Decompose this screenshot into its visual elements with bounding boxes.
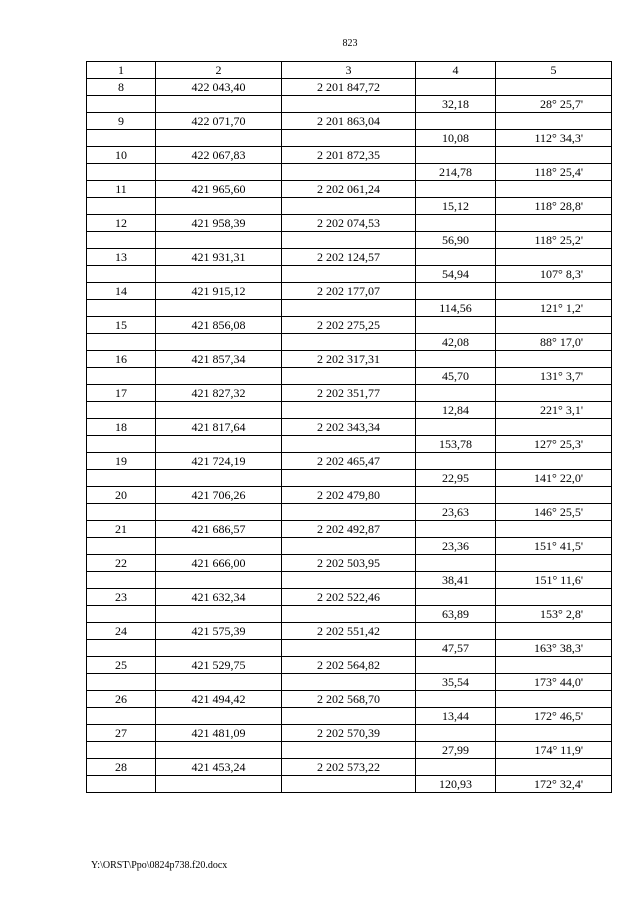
empty-cell [156, 742, 282, 759]
segment-row [87, 368, 612, 385]
segment-row [87, 742, 612, 759]
empty-cell [496, 283, 612, 300]
segment-row [87, 606, 612, 623]
empty-cell [496, 657, 612, 674]
empty-cell [496, 555, 612, 572]
angle-cell: 88° 17,0' [496, 334, 612, 351]
y-coordinate-cell: 2 202 492,87 [282, 521, 416, 538]
y-coordinate-cell: 2 202 573,22 [282, 759, 416, 776]
empty-cell [156, 96, 282, 113]
empty-cell [416, 555, 496, 572]
distance-cell: 22,95 [416, 470, 496, 487]
empty-cell [416, 623, 496, 640]
angle-cell: 118° 25,2' [496, 232, 612, 249]
point-row [87, 759, 612, 776]
empty-cell [156, 164, 282, 181]
point-number-cell: 11 [87, 181, 156, 198]
empty-cell [156, 538, 282, 555]
point-row [87, 113, 612, 130]
distance-cell: 42,08 [416, 334, 496, 351]
empty-cell [282, 368, 416, 385]
point-row [87, 317, 612, 334]
angle-cell: 112° 34,3' [496, 130, 612, 147]
empty-cell [416, 759, 496, 776]
y-coordinate-cell: 2 201 872,35 [282, 147, 416, 164]
angle-cell: 163° 38,3' [496, 640, 612, 657]
y-coordinate-cell: 2 202 124,57 [282, 249, 416, 266]
empty-cell [156, 232, 282, 249]
empty-cell [87, 538, 156, 555]
empty-cell [496, 249, 612, 266]
empty-cell [282, 708, 416, 725]
empty-cell [87, 436, 156, 453]
empty-cell [156, 402, 282, 419]
x-coordinate-cell: 421 666,00 [156, 555, 282, 572]
angle-cell: 173° 44,0' [496, 674, 612, 691]
point-row [87, 283, 612, 300]
point-number-cell: 14 [87, 283, 156, 300]
empty-cell [496, 147, 612, 164]
distance-cell: 23,36 [416, 538, 496, 555]
x-coordinate-cell: 421 494,42 [156, 691, 282, 708]
empty-cell [282, 232, 416, 249]
empty-cell [282, 538, 416, 555]
empty-cell [282, 300, 416, 317]
empty-cell [496, 487, 612, 504]
segment-row [87, 130, 612, 147]
point-row [87, 589, 612, 606]
empty-cell [282, 606, 416, 623]
empty-cell [282, 674, 416, 691]
header-col-2: 2 [156, 62, 282, 79]
empty-cell [156, 436, 282, 453]
angle-cell: 118° 28,8' [496, 198, 612, 215]
empty-cell [156, 606, 282, 623]
empty-cell [496, 113, 612, 130]
distance-cell: 23,63 [416, 504, 496, 521]
distance-cell: 54,94 [416, 266, 496, 283]
segment-row [87, 776, 612, 793]
y-coordinate-cell: 2 202 479,80 [282, 487, 416, 504]
empty-cell [87, 776, 156, 793]
distance-cell: 114,56 [416, 300, 496, 317]
header-col-3: 3 [282, 62, 416, 79]
header-col-1: 1 [87, 62, 156, 79]
empty-cell [87, 606, 156, 623]
y-coordinate-cell: 2 202 317,31 [282, 351, 416, 368]
x-coordinate-cell: 421 958,39 [156, 215, 282, 232]
empty-cell [87, 674, 156, 691]
empty-cell [416, 657, 496, 674]
empty-cell [282, 130, 416, 147]
y-coordinate-cell: 2 202 177,07 [282, 283, 416, 300]
y-coordinate-cell: 2 202 551,42 [282, 623, 416, 640]
distance-cell: 12,84 [416, 402, 496, 419]
segment-row [87, 96, 612, 113]
x-coordinate-cell: 421 827,32 [156, 385, 282, 402]
point-row [87, 147, 612, 164]
angle-cell: 174° 11,9' [496, 742, 612, 759]
angle-cell: 28° 25,7' [496, 96, 612, 113]
x-coordinate-cell: 422 071,70 [156, 113, 282, 130]
point-number-cell: 26 [87, 691, 156, 708]
point-row [87, 453, 612, 470]
empty-cell [156, 300, 282, 317]
empty-cell [87, 640, 156, 657]
empty-cell [416, 725, 496, 742]
empty-cell [416, 181, 496, 198]
segment-row [87, 504, 612, 521]
empty-cell [282, 164, 416, 181]
distance-cell: 45,70 [416, 368, 496, 385]
empty-cell [416, 113, 496, 130]
empty-cell [156, 266, 282, 283]
point-number-cell: 21 [87, 521, 156, 538]
distance-cell: 38,41 [416, 572, 496, 589]
header-col-5: 5 [496, 62, 612, 79]
table-body [87, 79, 612, 793]
empty-cell [496, 181, 612, 198]
angle-cell: 127° 25,3' [496, 436, 612, 453]
distance-cell: 153,78 [416, 436, 496, 453]
empty-cell [87, 130, 156, 147]
empty-cell [87, 504, 156, 521]
point-number-cell: 25 [87, 657, 156, 674]
x-coordinate-cell: 421 965,60 [156, 181, 282, 198]
empty-cell [282, 572, 416, 589]
empty-cell [87, 742, 156, 759]
angle-cell: 153° 2,8' [496, 606, 612, 623]
point-row [87, 691, 612, 708]
empty-cell [87, 470, 156, 487]
empty-cell [496, 79, 612, 96]
segment-row [87, 300, 612, 317]
empty-cell [282, 266, 416, 283]
empty-cell [282, 436, 416, 453]
y-coordinate-cell: 2 202 061,24 [282, 181, 416, 198]
y-coordinate-cell: 2 202 343,34 [282, 419, 416, 436]
empty-cell [496, 419, 612, 436]
y-coordinate-cell: 2 202 570,39 [282, 725, 416, 742]
empty-cell [87, 402, 156, 419]
point-number-cell: 9 [87, 113, 156, 130]
empty-cell [496, 759, 612, 776]
empty-cell [87, 164, 156, 181]
x-coordinate-cell: 421 453,24 [156, 759, 282, 776]
point-number-cell: 10 [87, 147, 156, 164]
point-number-cell: 12 [87, 215, 156, 232]
point-number-cell: 23 [87, 589, 156, 606]
empty-cell [496, 691, 612, 708]
empty-cell [87, 266, 156, 283]
empty-cell [156, 674, 282, 691]
file-path-footer: Y:\ORST\Ppo\0824p738.f20.docx [91, 860, 228, 871]
y-coordinate-cell: 2 202 564,82 [282, 657, 416, 674]
distance-cell: 214,78 [416, 164, 496, 181]
empty-cell [282, 504, 416, 521]
x-coordinate-cell: 422 043,40 [156, 79, 282, 96]
x-coordinate-cell: 421 817,64 [156, 419, 282, 436]
point-number-cell: 17 [87, 385, 156, 402]
point-number-cell: 19 [87, 453, 156, 470]
empty-cell [87, 300, 156, 317]
angle-cell: 146° 25,5' [496, 504, 612, 521]
distance-cell: 10,08 [416, 130, 496, 147]
empty-cell [156, 640, 282, 657]
y-coordinate-cell: 2 201 863,04 [282, 113, 416, 130]
point-number-cell: 20 [87, 487, 156, 504]
x-coordinate-cell: 421 529,75 [156, 657, 282, 674]
empty-cell [416, 589, 496, 606]
angle-cell: 141° 22,0' [496, 470, 612, 487]
empty-cell [156, 198, 282, 215]
x-coordinate-cell: 421 575,39 [156, 623, 282, 640]
empty-cell [416, 249, 496, 266]
empty-cell [496, 317, 612, 334]
empty-cell [87, 708, 156, 725]
empty-cell [282, 402, 416, 419]
distance-cell: 63,89 [416, 606, 496, 623]
x-coordinate-cell: 421 857,34 [156, 351, 282, 368]
x-coordinate-cell: 421 481,09 [156, 725, 282, 742]
point-number-cell: 8 [87, 79, 156, 96]
distance-cell: 27,99 [416, 742, 496, 759]
x-coordinate-cell: 421 856,08 [156, 317, 282, 334]
empty-cell [87, 334, 156, 351]
point-number-cell: 22 [87, 555, 156, 572]
empty-cell [282, 96, 416, 113]
empty-cell [87, 572, 156, 589]
point-row [87, 521, 612, 538]
empty-cell [156, 334, 282, 351]
point-number-cell: 13 [87, 249, 156, 266]
empty-cell [87, 368, 156, 385]
point-number-cell: 16 [87, 351, 156, 368]
y-coordinate-cell: 2 202 351,77 [282, 385, 416, 402]
coordinates-table [86, 61, 612, 793]
x-coordinate-cell: 421 915,12 [156, 283, 282, 300]
empty-cell [156, 504, 282, 521]
empty-cell [282, 470, 416, 487]
empty-cell [416, 351, 496, 368]
empty-cell [496, 589, 612, 606]
distance-cell: 47,57 [416, 640, 496, 657]
point-number-cell: 24 [87, 623, 156, 640]
distance-cell: 13,44 [416, 708, 496, 725]
empty-cell [416, 147, 496, 164]
segment-row [87, 164, 612, 181]
y-coordinate-cell: 2 201 847,72 [282, 79, 416, 96]
empty-cell [87, 232, 156, 249]
empty-cell [156, 130, 282, 147]
empty-cell [156, 368, 282, 385]
point-row [87, 215, 612, 232]
y-coordinate-cell: 2 202 522,46 [282, 589, 416, 606]
empty-cell [156, 776, 282, 793]
segment-row [87, 538, 612, 555]
y-coordinate-cell: 2 202 568,70 [282, 691, 416, 708]
empty-cell [282, 776, 416, 793]
empty-cell [416, 419, 496, 436]
angle-cell: 121° 1,2' [496, 300, 612, 317]
empty-cell [282, 198, 416, 215]
empty-cell [156, 470, 282, 487]
empty-cell [156, 572, 282, 589]
header-col-4: 4 [416, 62, 496, 79]
x-coordinate-cell: 421 706,26 [156, 487, 282, 504]
point-row [87, 79, 612, 96]
y-coordinate-cell: 2 202 275,25 [282, 317, 416, 334]
empty-cell [156, 708, 282, 725]
point-row [87, 351, 612, 368]
angle-cell: 172° 46,5' [496, 708, 612, 725]
empty-cell [496, 623, 612, 640]
x-coordinate-cell: 421 724,19 [156, 453, 282, 470]
empty-cell [416, 215, 496, 232]
empty-cell [416, 317, 496, 334]
empty-cell [87, 198, 156, 215]
point-row [87, 487, 612, 504]
point-row [87, 725, 612, 742]
angle-cell: 131° 3,7' [496, 368, 612, 385]
segment-row [87, 640, 612, 657]
empty-cell [416, 453, 496, 470]
table-header [87, 62, 612, 79]
distance-cell: 56,90 [416, 232, 496, 249]
segment-row [87, 266, 612, 283]
distance-cell: 120,93 [416, 776, 496, 793]
point-number-cell: 28 [87, 759, 156, 776]
segment-row [87, 402, 612, 419]
y-coordinate-cell: 2 202 465,47 [282, 453, 416, 470]
point-row [87, 181, 612, 198]
x-coordinate-cell: 421 931,31 [156, 249, 282, 266]
empty-cell [416, 283, 496, 300]
distance-cell: 15,12 [416, 198, 496, 215]
empty-cell [282, 640, 416, 657]
segment-row [87, 232, 612, 249]
empty-cell [416, 691, 496, 708]
point-row [87, 623, 612, 640]
segment-row [87, 198, 612, 215]
empty-cell [282, 334, 416, 351]
empty-cell [87, 96, 156, 113]
point-number-cell: 18 [87, 419, 156, 436]
empty-cell [282, 742, 416, 759]
segment-row [87, 674, 612, 691]
empty-cell [416, 79, 496, 96]
point-row [87, 419, 612, 436]
x-coordinate-cell: 422 067,83 [156, 147, 282, 164]
empty-cell [496, 215, 612, 232]
y-coordinate-cell: 2 202 074,53 [282, 215, 416, 232]
segment-row [87, 436, 612, 453]
segment-row [87, 708, 612, 725]
empty-cell [496, 351, 612, 368]
angle-cell: 151° 11,6' [496, 572, 612, 589]
angle-cell: 221° 3,1' [496, 402, 612, 419]
x-coordinate-cell: 421 632,34 [156, 589, 282, 606]
angle-cell: 118° 25,4' [496, 164, 612, 181]
segment-row [87, 470, 612, 487]
empty-cell [416, 521, 496, 538]
distance-cell: 32,18 [416, 96, 496, 113]
point-number-cell: 27 [87, 725, 156, 742]
point-row [87, 555, 612, 572]
empty-cell [496, 725, 612, 742]
empty-cell [416, 487, 496, 504]
segment-row [87, 334, 612, 351]
empty-cell [496, 385, 612, 402]
distance-cell: 35,54 [416, 674, 496, 691]
angle-cell: 172° 32,4' [496, 776, 612, 793]
empty-cell [496, 521, 612, 538]
point-row [87, 657, 612, 674]
point-row [87, 249, 612, 266]
y-coordinate-cell: 2 202 503,95 [282, 555, 416, 572]
angle-cell: 107° 8,3' [496, 266, 612, 283]
point-row [87, 385, 612, 402]
point-number-cell: 15 [87, 317, 156, 334]
x-coordinate-cell: 421 686,57 [156, 521, 282, 538]
segment-row [87, 572, 612, 589]
page-number: 823 [342, 38, 358, 49]
empty-cell [416, 385, 496, 402]
angle-cell: 151° 41,5' [496, 538, 612, 555]
empty-cell [496, 453, 612, 470]
